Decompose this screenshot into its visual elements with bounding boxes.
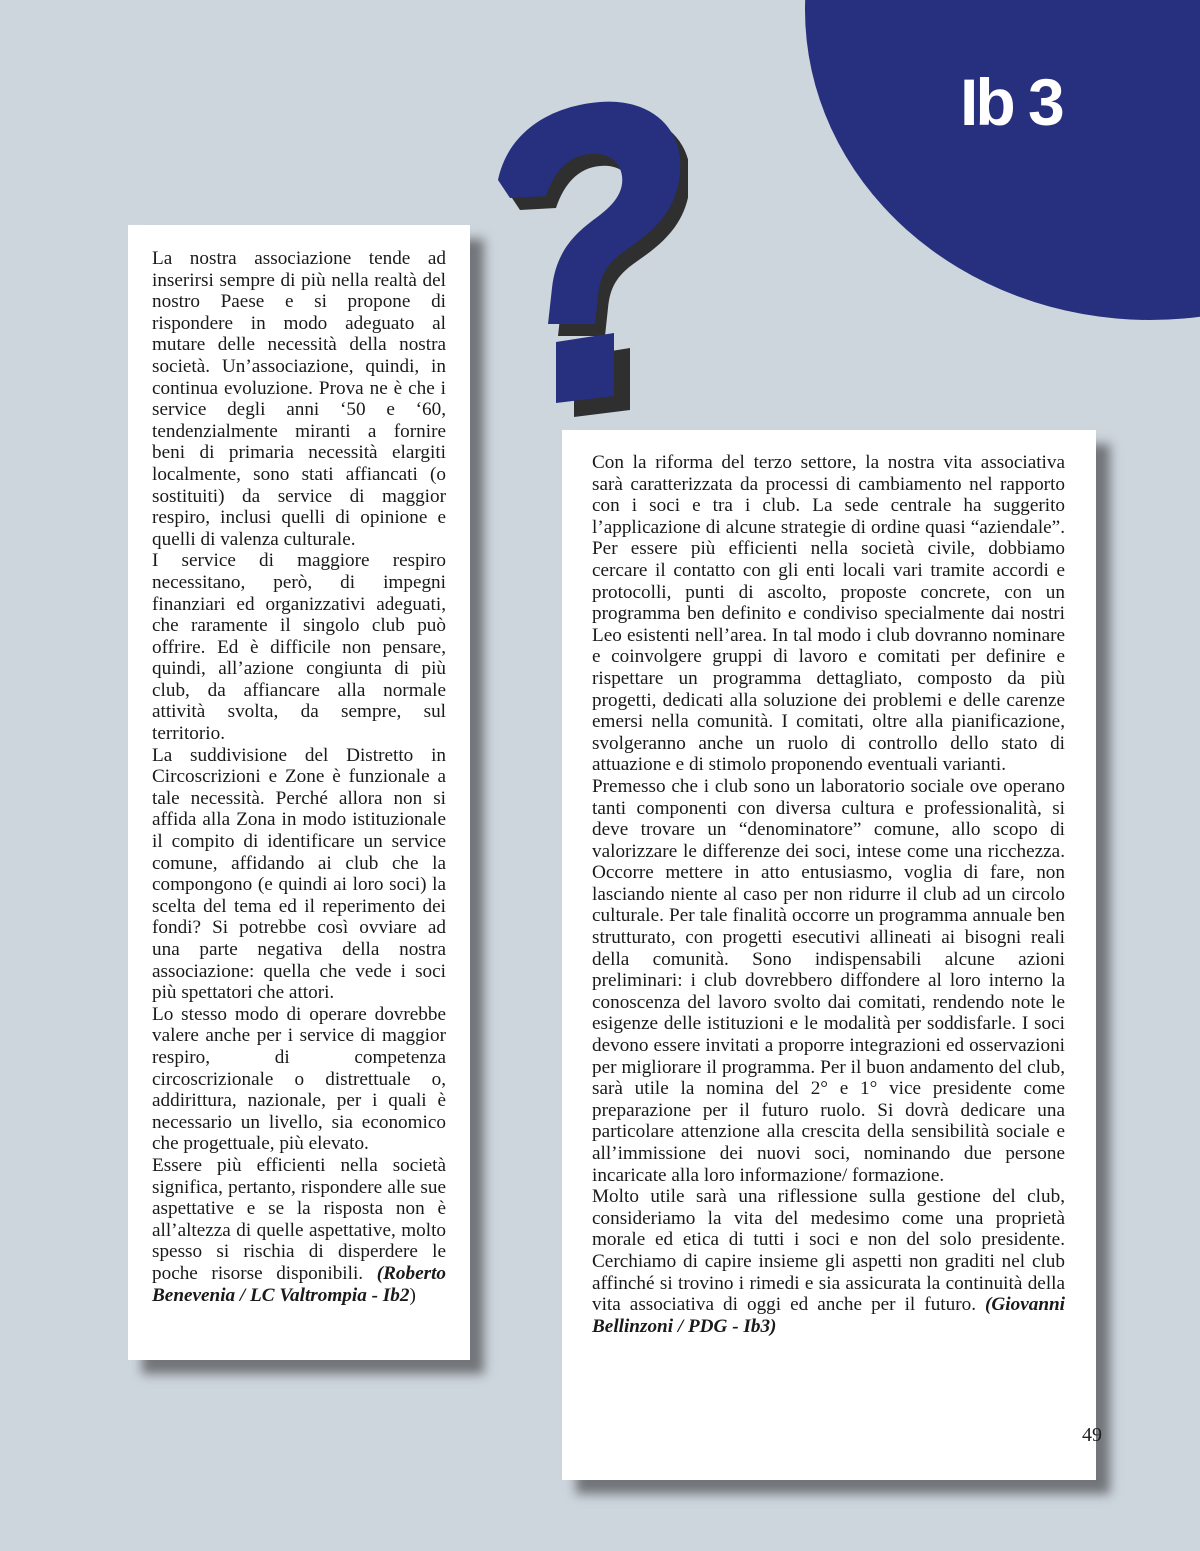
signature-close: ) bbox=[409, 1284, 416, 1306]
paragraph: Premesso che i club sono un laboratorio sociale ove operano tanti componenti con diversa cultura e professionalità, si deve trovare un “denominatore” comune, allo scopo di valorizzare le differenze dei soci, intese come una ricchezza. Occorre mettere in atto entusiasmo, voglia di fare, non lasciando niente al caso per non ridurre il club ad un circolo culturale. Per tale finalità occorre un programma annuale ben strutturato, con progetti esecutivi allineati ai bisogni reali della comunità. Sono indispensabili alcune azioni preliminari: i club dovrebbero diffondere al loro interno la conoscenza del lavoro svolto dai comitati, rendendo note le esigenze delle istituzioni e le modalità per soddisfarle. I soci devono essere invitati a proporre integrazioni ed osservazioni per migliorare il programma. Per il buon andamento del club, sarà utile la nomina del 2° e 1° vice presidente come preparazione per il futuro ruolo. Si dovrà dedicare una particolare attenzione alla crescita della sensibilità sociale e all’immissione dei nuovi soci, nominando due persone incaricate alla loro informazione/ formazione. bbox=[592, 775, 1065, 1186]
left-article-text bbox=[152, 248, 446, 1306]
right-article-text bbox=[592, 452, 1065, 1337]
paragraph bbox=[592, 1186, 1065, 1337]
paragraph: La suddivisione del Distretto in Circoscrizioni e Zone è funzionale a tale necessità. Perché allora non si affida alla Zona in modo istituzionale il compito di identificare un service comune, affidando ai club che la compongono (e quindi ai loro soci) la scelta del tema ed il reperimento dei fondi? Si potrebbe così ovviare ad una parte negativa della nostra associazione: quella che vede i soci più spettatori che attori. bbox=[152, 744, 446, 1004]
paragraph: Lo stesso modo di operare dovrebbe valere anche per i service di maggior respiro, di competenza circoscrizionale o distrettuale o, addirittura, nazionale, per i quali è necessario un livello, sia economico che progettuale, più elevato. bbox=[152, 1003, 446, 1155]
paragraph: La nostra associazione tende ad inserirsi sempre di più nella realtà del nostro Paese e si propone di rispondere in modo adeguato al mutare delle necessità della nostra società. Un’associazione, quindi, in continua evoluzione. Prova ne è che i service degli anni ‘50 e ‘60, tendenzialmente miranti a fornire beni di primaria necessità elargiti localmente, sono stati affiancati (o sostituiti) da service di maggior respiro, inclusi quelli di opinione e quelli di valenza culturale. bbox=[152, 248, 446, 550]
author-signature: (Giovanni Bellinzoni / PDG - Ib3) bbox=[592, 1294, 1066, 1337]
section-tag: Ib 3 bbox=[960, 65, 1062, 139]
paragraph-text: Essere più efficienti nella società significa, pertanto, rispondere alle sue aspettative e se la risposta non è all’altezza di quelle aspettative, molto spesso si rischia di disperdere le poche risorse disponibili. bbox=[152, 1154, 446, 1284]
paragraph: I service di maggiore respiro necessitano, però, di impegni finanziari ed organizzativi adeguati, che raramente il singolo club può offrire. Ed è difficile non pensare, quindi, all’azione congiunta di più club, da affiancare alla normale attività svolta, da sempre, sul territorio. bbox=[152, 550, 446, 745]
header-circle bbox=[805, 0, 1200, 320]
paragraph-text: Molto utile sarà una riflessione sulla gestione del club, consideriamo la vita del medesimo come una proprietà morale ed etica di tutti i soci e non del solo presidente. Cerchiamo di capire insieme gli aspetti non graditi nel club affinché si trovino i rimedi e sia assicurata la continuità della vita associativa di oggi ed anche per il futuro. bbox=[592, 1186, 1065, 1316]
author-signature: (Roberto Benevenia / LC Valtrompia - Ib2 bbox=[152, 1262, 447, 1306]
paragraph: Con la riforma del terzo settore, la nostra vita associativa sarà caratterizzata da processi di cambiamento nel rapporto con i soci e tra i club. La sede centrale ha suggerito l’applicazione di alcune strategie di ordine quasi “aziendale”. Per essere più efficienti nella società civile, dobbiamo cercare il contatto con gli enti locali vari tramite accordi e protocolli, punti di ascolto, proposte concrete, con un programma ben definito e condiviso specialmente dai nostri Leo esistenti nell’area. In tal modo i club dovranno nominare e coinvolgere gruppi di lavoro e comitati per definire e rispettare un programma dettagliato, composto da più progetti, dedicati alla soluzione dei problemi e delle carenze emersi nella comunità. I comitati, oltre alla pianificazione, svolgeranno anche un ruolo di controllo dello stato di attuazione e di stimolo proponendo eventuali varianti. bbox=[592, 452, 1065, 776]
page-number: 49 bbox=[1082, 1424, 1102, 1446]
question-mark-icon bbox=[488, 80, 688, 480]
paragraph bbox=[152, 1155, 446, 1306]
